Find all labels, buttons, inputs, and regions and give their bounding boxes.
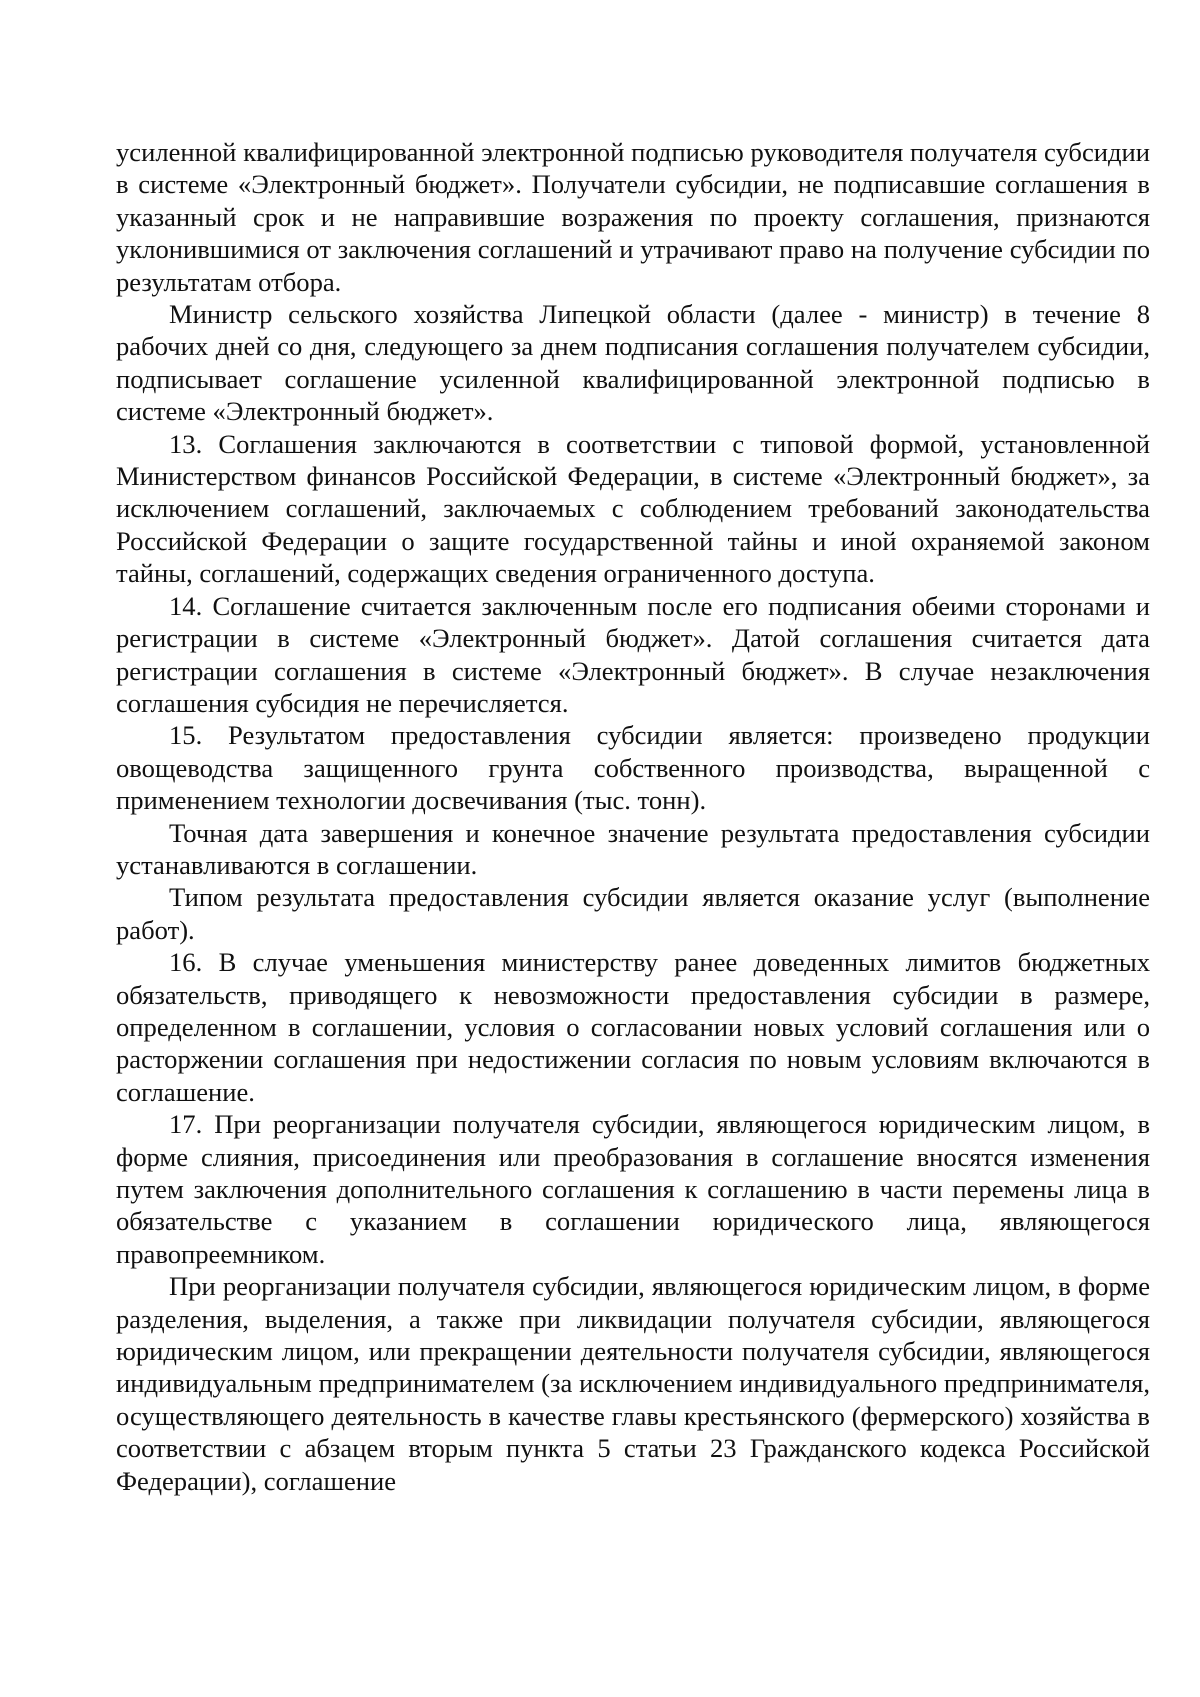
paragraph-15: 15. Результатом предоставления субсидии является: произведено продукции овощеводства защищенного грунта собственного производства, выращенной с применением технологии досвечивания (тыс. тонн). <box>116 720 1150 816</box>
paragraph-result-type: Типом результата предоставления субсидии является оказание услуг (выполнение работ). <box>116 882 1150 945</box>
paragraph-13: 13. Соглашения заключаются в соответствии с типовой формой, установленной Министерством финансов Российской Федерации, в системе «Электронный бюджет», за исключением соглашений, заключаемых с соблюдением требований законодательства Российской Федерации о защите государственной тайны и иной охраняемой законом тайны, соглашений, содержащих сведения ограниченного доступа. <box>116 428 1150 589</box>
paragraph-continuation: усиленной квалифицированной электронной подписью руководителя получателя субсидии в системе «Электронный бюджет». Получатели субсидии, не подписавшие соглашения в указанный срок и не направившие возражения по проекту соглашения, признаются уклонившимися от заключения соглашений и утрачивают право на получение субсидии по результатам отбора. <box>116 137 1150 297</box>
paragraph-result-date: Точная дата завершения и конечное значение результата предоставления субсидии устанавливаются в соглашении. <box>116 817 1150 880</box>
document-page <box>116 136 1150 1497</box>
paragraph-14: 14. Соглашение считается заключенным после его подписания обеими сторонами и регистрации в системе «Электронный бюджет». Датой соглашения считается дата регистрации соглашения в системе «Электронный бюджет». В случае незаключения соглашения субсидия не перечисляется. <box>116 590 1150 718</box>
paragraph-reorganization: При реорганизации получателя субсидии, являющегося юридическим лицом, в форме разделения, выделения, а также при ликвидации получателя субсидии, являющегося юридическим лицом, или прекращении деятельности получателя субсидии, являющегося индивидуальным предпринимателем (за исключением индивидуального предпринимателя, осуществляющего деятельность в качестве главы крестьянского (фермерского) хозяйства в соответствии с абзацем вторым пункта 5 статьи 23 Гражданского кодекса Российской Федерации), соглашение <box>116 1271 1150 1496</box>
paragraph-minister-signing: Министр сельского хозяйства Липецкой области (далее - министр) в течение 8 рабочих дней со дня, следующего за днем подписания соглашения получателем субсидии, подписывает соглашение усиленной квалифицированной электронной подписью в системе «Электронный бюджет». <box>116 299 1150 427</box>
paragraph-17: 17. При реорганизации получателя субсидии, являющегося юридическим лицом, в форме слияния, присоединения или преобразования в соглашение вносятся изменения путем заключения дополнительного соглашения к соглашению в части перемены лица в обязательстве с указанием в соглашении юридического лица, являющегося правопреемником. <box>116 1109 1150 1269</box>
paragraph-16: 16. В случае уменьшения министерству ранее доведенных лимитов бюджетных обязательств, приводящего к невозможности предоставления субсидии в размере, определенном в соглашении, условия о согласовании новых условий соглашения или о расторжении соглашения при недостижении согласия по новым условиям включаются в соглашение. <box>116 947 1150 1107</box>
